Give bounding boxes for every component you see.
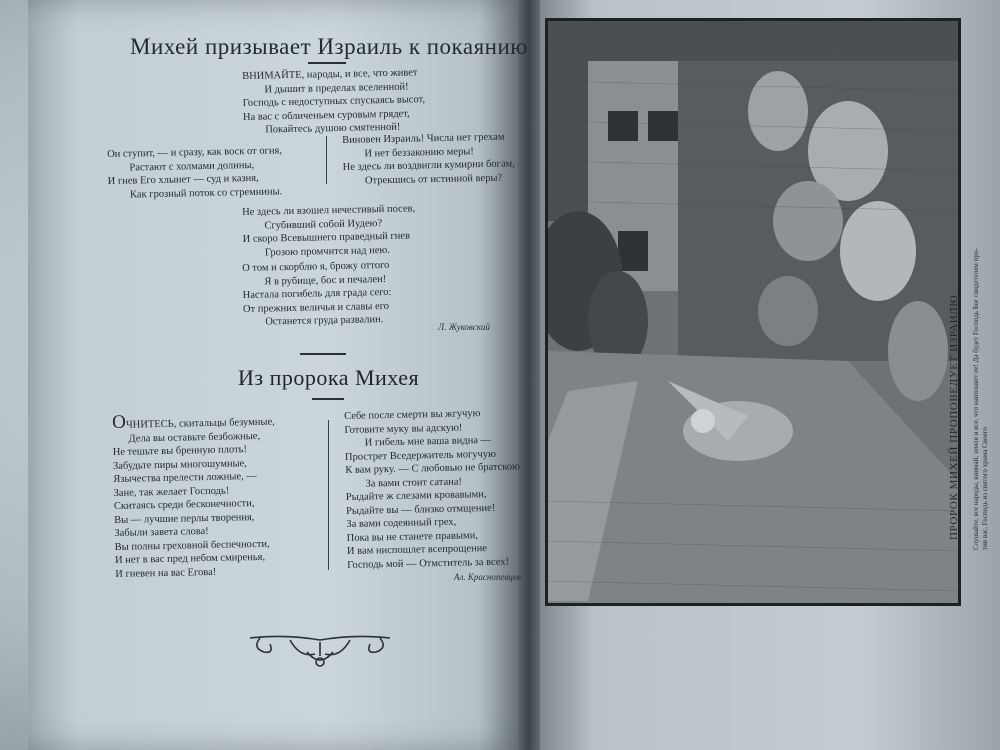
poem-line: Готовите муку вы адскую! [344, 422, 463, 436]
poem-line: И скоро Всевышнего праведный гнев [242, 230, 411, 245]
poem-line: Как грозный поток со стремнины. [129, 185, 283, 201]
title-rule [308, 62, 346, 64]
poem-line: ВНИМАЙТЕ, народы, и все, что живет [242, 67, 418, 82]
poem-line: Вы — лучшие перлы творения, [114, 511, 255, 526]
poem-line: Грозою промчится над нею. [264, 244, 391, 259]
poem-line: Не тешьте вы бренную плоть! [112, 444, 248, 458]
column-divider [326, 136, 327, 184]
subtitle-rule-top [300, 353, 346, 355]
poem-line: Я в рубище, бос и печален! [264, 273, 387, 288]
poem-line: Покайтесь душою смятенной! [265, 121, 401, 136]
illustration-caption-text [972, 248, 990, 550]
poem-line: Вы полны греховной беспечности, [114, 538, 270, 553]
poem-line: К вам руку. — С любовью не братскою [345, 461, 521, 476]
poem-line: Настала погибель для града сего: [242, 286, 392, 301]
ornament-flourish-icon [245, 628, 395, 676]
illustration-caption-title: ПРОРОК МИХЕЙ ПРОПОВЕДУЕТ ИЗРАИЛЮ [948, 294, 960, 540]
poem-line: Зане, так желает Господь! [113, 485, 230, 499]
poem-line: Не здесь ли взошел нечестивый посев, [242, 203, 416, 218]
poem-line: Не здесь ли воздвигли кумирни богам, [342, 158, 515, 173]
poem-line: За вами содеянный грех, [346, 516, 457, 530]
poem-line: Рыдайте вы — близко отмщение! [346, 502, 496, 517]
caption-line-1: Слушайте, все народы, внимай, земля и все, что наполняет ее! Да будет Господь Бог свидетелем про- [972, 248, 980, 550]
poem1-stanza3 [242, 202, 416, 260]
poem-line: За вами стоит сатана! [365, 476, 463, 490]
poem2-left-column [112, 413, 278, 581]
poem-line: Господь мой — Отмститель за всех! [347, 556, 510, 571]
poem-line: Растают с холмами долины, [129, 159, 255, 174]
subtitle-rule-bottom [312, 398, 344, 400]
poem-line: Господь с недоступных спускаясь высот, [242, 94, 426, 109]
poem-line: От прежних величья и славы его [242, 300, 390, 315]
poem-line: Дела вы оставьте безбожные, [128, 430, 261, 445]
poem-line: И нет беззаконию меры! [364, 145, 474, 160]
poem-line: Забыли завета слова! [114, 526, 209, 539]
poem-line: Отрекшись от истинной веры? [364, 172, 503, 187]
page-title: Михей призывает Израиль к покаянию [130, 34, 528, 59]
poem-line: И вам ниспошлет всепрощение [346, 543, 488, 557]
poem-line: Сгубивший собой Иудею? [264, 217, 383, 232]
poem-line: Рыдайте ж слезами кровавыми, [345, 489, 487, 503]
poem-line: Язычества прелести ложные, — [113, 470, 257, 485]
poem-line: И дышит в пределах вселенной! [264, 81, 409, 96]
section-subtitle: Из пророка Михея [238, 365, 420, 390]
poem-line: На вас с обличеньем суровым грядет, [242, 107, 410, 123]
poem1-right-stanza [342, 130, 515, 188]
book-gutter [518, 0, 542, 750]
poem-line: Останется груда развалин. [265, 314, 384, 328]
poem-line: Себе после смерти вы жгучую [344, 408, 481, 422]
poem1-intro [242, 66, 426, 137]
poem-line: И гнев Его хлынет — суд и казня, [107, 172, 259, 187]
poem-line: О том и скорблю я, брожу оттого [242, 259, 390, 274]
engraving-illustration [545, 18, 961, 606]
poem-line: И гибель мне ваша видна — [364, 434, 492, 449]
poem2-signature: Ал. Краснопевцев [454, 572, 521, 582]
poem-line: Он ступит, — и сразу, как воск от огня, [107, 145, 283, 160]
poem1-stanza4 [242, 259, 392, 330]
poem-line: И гневен на вас Егова! [115, 566, 217, 580]
column-divider [328, 420, 329, 570]
poem-line: И нет в вас пред небом смиренья, [114, 551, 266, 566]
poem-line: Скитаясь среди бесконечности, [113, 498, 255, 512]
poem1-left-stanza [107, 144, 283, 202]
poem-line: Прострет Вседержитель могучую [344, 448, 497, 463]
poem-line: Пока вы не станете правыми, [346, 529, 479, 544]
caption-line-2: тив вас, Господь из святого храма Своего [981, 427, 989, 550]
poem1-signature: Л. Жуковский [438, 322, 490, 332]
poem-line: Виновен Израиль! Числа нет грехам [342, 131, 505, 146]
drop-cap: О [111, 411, 127, 433]
poem-line-rest: ЧНИТЕСЬ, скитальцы безумные, [125, 416, 275, 431]
poem2-right-column [344, 406, 522, 572]
poem-line: Забудьте пиры многошумные, [112, 457, 247, 472]
